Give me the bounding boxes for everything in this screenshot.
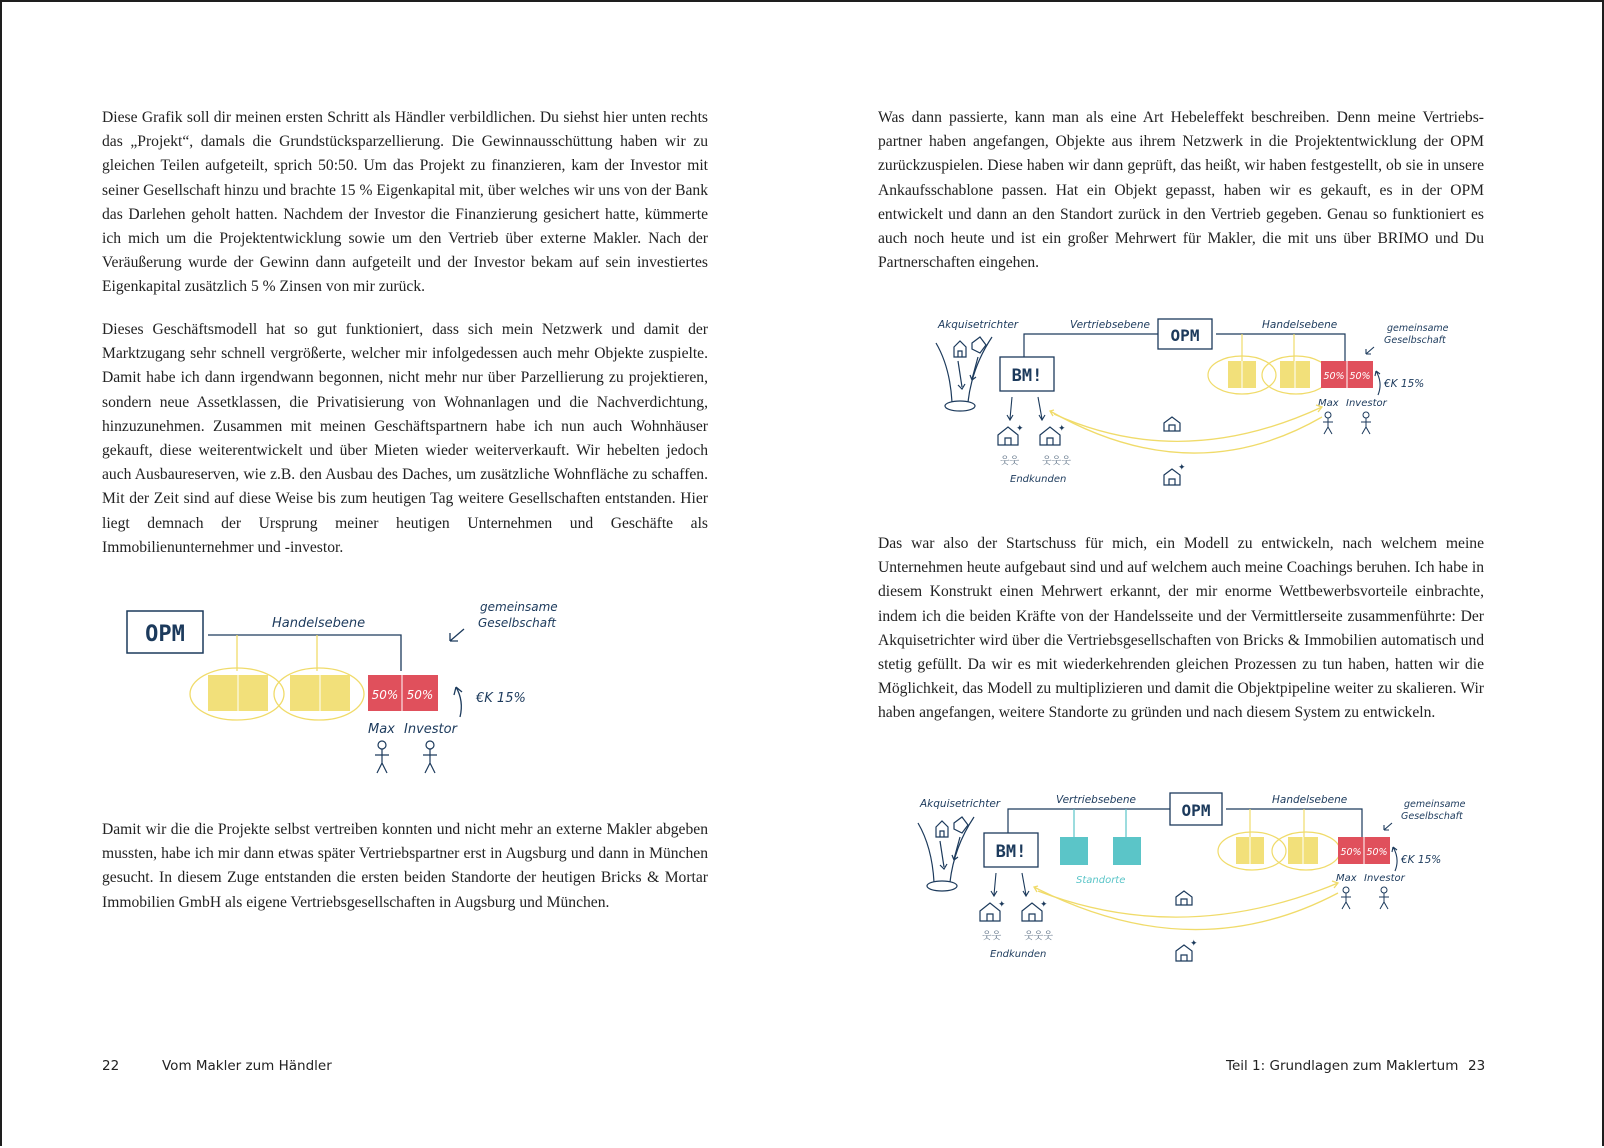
handelsebene-label: Handelsebene bbox=[1272, 794, 1348, 806]
equity-label: €K 15% bbox=[1384, 378, 1425, 390]
share-right: 50% bbox=[1349, 371, 1371, 382]
endkunden-label: Endkunden bbox=[990, 949, 1047, 960]
bm-label: BM! bbox=[1011, 366, 1043, 386]
trading-diagram bbox=[112, 587, 582, 787]
funnel-icon bbox=[918, 817, 974, 891]
vertriebsebene-line bbox=[1008, 809, 1174, 833]
handelsebene-label: Handelsebene bbox=[272, 616, 366, 631]
sales-trading-diagram bbox=[932, 307, 1492, 502]
share-right: 50% bbox=[1366, 847, 1388, 858]
arrow-icon bbox=[1392, 847, 1397, 871]
sparkle-icon: ✦ bbox=[1058, 423, 1066, 433]
share-left: 50% bbox=[1323, 371, 1345, 382]
sparkle-icon: ✦ bbox=[998, 899, 1006, 909]
opm-label: OPM bbox=[1170, 326, 1200, 345]
gemeinsame-label: gemeinsame bbox=[1387, 323, 1449, 334]
endkunden-label: Endkunden bbox=[1010, 474, 1067, 485]
running-title: Vom Makler zum Händler bbox=[162, 1058, 332, 1074]
opm-label: OPM bbox=[1181, 801, 1211, 820]
person-icon bbox=[375, 741, 389, 773]
equity-label: €K 15% bbox=[476, 691, 526, 706]
customers-icon: 웃웃웃 bbox=[1024, 931, 1053, 942]
running-title: Teil 1: Grundlagen zum Maklertum bbox=[1226, 1058, 1459, 1074]
customers-icon: 웃웃웃 bbox=[1042, 456, 1071, 467]
share-left: 50% bbox=[371, 688, 399, 702]
vertriebsebene-line bbox=[1024, 334, 1158, 357]
standort-square bbox=[1060, 837, 1088, 865]
arrow-icon bbox=[454, 687, 462, 717]
vertriebsebene-label: Vertriebsebene bbox=[1070, 319, 1150, 331]
gesellschaft-label: Geselbschaft bbox=[1401, 811, 1463, 822]
funnel-icon bbox=[936, 337, 992, 411]
akquise-label: Akquisetrichter bbox=[920, 798, 1001, 810]
flow-arrow bbox=[1038, 881, 1338, 917]
equity-label: €K 15% bbox=[1401, 854, 1442, 866]
akquise-label: Akquisetrichter bbox=[938, 319, 1019, 331]
arrow-icon bbox=[450, 629, 464, 641]
scaled-model-diagram bbox=[914, 787, 1494, 982]
gemeinsame-label: gemeinsame bbox=[1404, 799, 1466, 810]
standort-square bbox=[1113, 837, 1141, 865]
share-right: 50% bbox=[406, 688, 434, 702]
gesellschaft-label: Geselbschaft bbox=[1384, 335, 1446, 346]
paragraph: Damit wir die die Projekte selbst vertreiben konnten und nicht mehr an externe Makler abgeben mussten, habe ich mir dann etwas später Vertriebspartner erst in Augsburg und dann in München gesucht. In diesem Zuge entstanden die ersten beiden Standorte der heutigen Bricks & Mortar Immobilien GmbH als eigene Vertriebsgesellschaften in Augsburg und München. bbox=[102, 821, 708, 911]
paragraph: Diese Grafik soll dir meinen ersten Schritt als Händler verbildlichen. Du siehst hier unten rechts das „Projekt“, damals die Grundstücksparzellierung. Die Gewinnausschüttung haben wir zu gleichen Teilen aufgeteilt, sprich 50:50. Um das Projekt zu finanzieren, kam der Investor mit seiner Gesellschaft hinzu und brachte 15 % Eigenkapital mit, über welches wir uns von der Bank das Darlehen geholt hatten. Nachdem der Investor die Finanzierung gesichert hatte, kümmerte ich mich um die Projektentwicklung sowie um den Vertrieb über externe Makler. Nach der Veräußerung wurde der Gewinn dann aufgeteilt und der Investor bekam auf sein investiertes Eigenkapital zusätzlich 5 % Zinsen von mir zurück. bbox=[102, 109, 708, 296]
arrow-icon bbox=[1375, 371, 1380, 395]
arrow-icon bbox=[1366, 347, 1374, 354]
paragraph: Was dann passierte, kann man als eine Art Hebeleffekt beschreiben. Denn meine Vertriebspartner haben angefangen, Objekte aus ihrem Netzwerk in die Projektentwicklung der OPM zurückzuspielen. Diese haben wir dann geprüft, das heißt, wir haben festgestellt, ob sie in unsere Ankaufsschablone passen. Hat ein Objekt gepasst, haben wir es gekauft, es in der OPM entwickelt und dann an den Standort zurück in den Vertrieb gegeben. Genau so funktioniert es auch noch heute und ist ein großer Mehrwert für Makler, die mit uns über BRIMO und Du Partnerschaften eingehen. bbox=[878, 109, 1484, 272]
investor-label: Investor bbox=[404, 722, 457, 737]
max-label: Max bbox=[1318, 398, 1339, 409]
investor-label: Investor bbox=[1364, 873, 1405, 884]
page-number: 22 bbox=[102, 1058, 120, 1074]
max-label: Max bbox=[368, 722, 395, 737]
investor-label: Investor bbox=[1346, 398, 1387, 409]
arrow-icon bbox=[1384, 823, 1392, 830]
max-label: Max bbox=[1336, 873, 1357, 884]
sparkle-icon: ✦ bbox=[1190, 938, 1198, 948]
sparkle-icon: ✦ bbox=[1040, 899, 1048, 909]
handelsebene-line bbox=[1216, 334, 1345, 361]
person-icon bbox=[1361, 412, 1371, 434]
person-icon bbox=[1341, 887, 1351, 909]
person-icon bbox=[1323, 412, 1333, 434]
paragraph: Dieses Geschäftsmodell hat so gut funktioniert, dass sich mein Netzwerk und damit der Marktzugang sehr schnell vergrößerte, welcher mir infolgedessen auch mehr Objekte zuspielte. Damit habe ich dann irgendwann begonnen, nicht mehr nur über Parzellierung zu projektieren, sondern neue Assetklassen, die Privatisierung von Wohnanlagen und die Nachverdichtung, hinzuzunehmen. Zusammen mit meinen Geschäftspartnern habe ich nun auch Wohnhäuser gekauft, diese weiterentwickelt und über Mieten wieder weiterverkauft. Wir hebelten jedoch auch Ausbaureserven, wie z.B. den Ausbau des Daches, um zusätzliche Wohnfläche zu schaffen. Mit der Zeit sind auf diese Weise bis zum heutigen Tag weitere Gesellschaften entstanden. Hier liegt demnach der Ursprung meiner heutigen Unternehmen und Geschäfte als Immobilienunternehmer und -investor. bbox=[102, 321, 708, 556]
person-icon bbox=[423, 741, 437, 773]
opm-label: OPM bbox=[145, 622, 185, 647]
left-page bbox=[2, 2, 802, 1148]
gesellschaft-label: Geselbschaft bbox=[478, 616, 557, 630]
arrow-icon bbox=[1007, 397, 1045, 420]
standorte-label: Standorte bbox=[1076, 875, 1126, 886]
share-left: 50% bbox=[1340, 847, 1362, 858]
arrow-icon bbox=[991, 873, 1029, 896]
paragraph: Das war also der Startschuss für mich, ein Modell zu entwickeln, nach welchem meine Unternehmen heute aufgebaut sind und auf welchem auch meine Coachings beruhen. Ich habe in diesem Konstrukt einen Mehrwert erkannt, der mir enorme Wettbewerbsvorteile einbrachte, indem ich die beiden Kräfte von der Handelsseite und der Vermittlerseite zusammenführte: Der Akquisetrichter wird über die Vertriebsgesellschaften von Bricks & Immobilien automatisch und stetig gefüllt. Da wir es mit wiederkehrenden gleichen Prozessen zu tun haben, hatten wir die Möglichkeit, das Modell zu multiplizieren und damit die Objektpipeline weiter zu skalieren. Wir haben angefangen, weitere Standorte zu gründen und nach diesem System zu entwickeln. bbox=[878, 535, 1484, 722]
handelsebene-label: Handelsebene bbox=[1262, 319, 1338, 331]
customers-icon: 웃웃 bbox=[982, 931, 1002, 942]
bm-label: BM! bbox=[995, 842, 1027, 862]
person-icon bbox=[1379, 887, 1389, 909]
sparkle-icon: ✦ bbox=[1016, 423, 1024, 433]
vertriebsebene-label: Vertriebsebene bbox=[1056, 794, 1136, 806]
flow-arrow bbox=[1050, 410, 1322, 453]
customers-icon: 웃웃 bbox=[1000, 456, 1020, 467]
right-page bbox=[802, 2, 1604, 1148]
sparkle-icon: ✦ bbox=[1178, 462, 1186, 472]
gemeinsame-label: gemeinsame bbox=[480, 600, 558, 614]
page-number: 23 bbox=[1468, 1058, 1486, 1074]
